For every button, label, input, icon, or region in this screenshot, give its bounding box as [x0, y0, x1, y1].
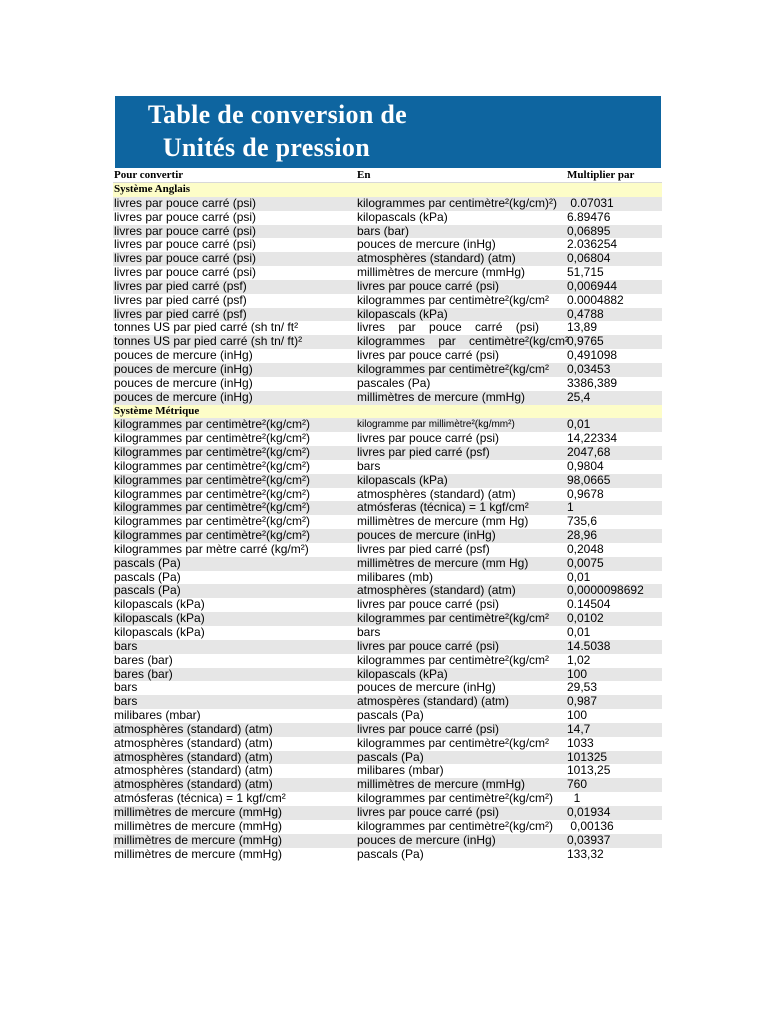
cell-from: millimètres de mercure (mmHg)	[114, 818, 283, 833]
cell-factor: 1033	[567, 735, 594, 750]
table-row	[113, 349, 662, 363]
table-row	[113, 820, 662, 834]
cell-to: kilopascals (kPa)	[357, 472, 448, 487]
table-row	[113, 446, 662, 460]
header-factor: Multiplier par	[567, 169, 635, 181]
table-row	[113, 557, 662, 571]
cell-factor: 0,01934	[567, 804, 611, 819]
cell-to: millimètres de mercure (mmHg)	[357, 389, 526, 404]
cell-factor: 0,0000098692	[567, 583, 644, 598]
table-row	[113, 723, 662, 737]
cell-to: kilogrammes par centimètre²(kg/cm²	[357, 292, 550, 307]
table-row	[113, 626, 662, 640]
cell-from: pascals (Pa)	[114, 583, 181, 598]
cell-to: livres par pouce carré (psi)	[357, 638, 500, 653]
table-row	[113, 225, 662, 239]
table-row	[113, 501, 662, 515]
table-row	[113, 488, 662, 502]
table-row	[113, 335, 662, 349]
cell-factor: 0.14504	[567, 597, 611, 612]
title-line-1: Table de conversion de	[147, 100, 407, 129]
cell-factor: 0,06895	[567, 223, 611, 238]
cell-to: kilogramme par millimètre²(kg/mm²)	[357, 419, 515, 431]
section-title: Système Métrique	[114, 404, 200, 417]
cell-factor: 1013,25	[567, 763, 611, 778]
cell-factor: 51,715	[567, 265, 604, 280]
cell-from: kilopascals (kPa)	[114, 611, 205, 626]
table-row	[113, 681, 662, 695]
cell-from: kilopascals (kPa)	[114, 625, 205, 639]
table-row	[113, 792, 662, 806]
cell-factor: 760	[567, 777, 588, 792]
table-row	[113, 418, 662, 432]
cell-to: livres par pouce carré (psi)	[357, 431, 500, 446]
cell-to: livres par pied carré (psf)	[357, 445, 490, 460]
cell-factor: 0.07031	[567, 195, 614, 210]
cell-from: bares (bar)	[114, 666, 173, 681]
table-row	[113, 197, 662, 211]
table-row	[113, 308, 662, 322]
cell-to: livres par pouce carré (psi)	[357, 721, 500, 736]
cell-from: pouces de mercure (inHg)	[114, 375, 253, 390]
cell-from: livres par pied carré (psf)	[114, 306, 247, 321]
cell-to: pouces de mercure (inHg)	[357, 680, 496, 695]
cell-factor: 29,53	[567, 680, 598, 695]
cell-from: bars	[114, 694, 138, 709]
cell-factor: 14.5038	[567, 638, 611, 653]
cell-factor: 0,03453	[567, 361, 611, 376]
cell-to: pascals (Pa)	[357, 846, 424, 861]
cell-from: tonnes US par pied carré (sh tn/ ft²	[114, 320, 299, 335]
cell-to: livres par pouce carré (psi)	[357, 278, 500, 293]
table-row	[113, 515, 662, 529]
cell-to: bars	[357, 458, 381, 473]
table-row	[113, 294, 662, 308]
cell-to: pascals (Pa)	[357, 749, 424, 764]
cell-from: kilogrammes par centimètre²(kg/cm²)	[114, 417, 311, 432]
cell-factor: 1	[567, 500, 574, 515]
cell-from: livres par pouce carré (psi)	[114, 209, 257, 224]
cell-from: millimètres de mercure (mmHg)	[114, 804, 283, 819]
cell-factor: 0,4788	[567, 306, 604, 321]
cell-to: kilogrammes par centimètre²(kg/cm²	[357, 652, 550, 667]
cell-factor: 2047,68	[567, 445, 611, 460]
cell-to: kilogrammes par centimètre²(kg/cm²)	[357, 791, 554, 806]
cell-to: kilogrammes par centimètre²(kg/cm²	[357, 361, 550, 376]
cell-from: pascals (Pa)	[114, 555, 181, 570]
cell-to: livres par pied carré (psf)	[357, 541, 490, 556]
cell-to: bars	[357, 625, 381, 639]
cell-from: kilogrammes par centimètre²(kg/cm²)	[114, 528, 311, 543]
cell-from: milibares (mbar)	[114, 708, 201, 723]
cell-factor: 0,2048	[567, 541, 604, 556]
cell-to: milibares (mb)	[357, 569, 434, 584]
cell-from: livres par pouce carré (psi)	[114, 251, 257, 266]
cell-from: livres par pouce carré (psi)	[114, 223, 257, 238]
cell-from: livres par pied carré (psf)	[114, 292, 247, 307]
cell-from: kilogrammes par mètre carré (kg/m²)	[114, 541, 309, 556]
cell-to: kilopascals (kPa)	[357, 306, 448, 321]
cell-from: atmosphères (standard) (atm)	[114, 735, 273, 750]
cell-from: kilogrammes par centimètre²(kg/cm²)	[114, 431, 311, 446]
cell-from: tonnes US par pied carré (sh tn/ ft)²	[114, 334, 303, 349]
cell-from: livres par pouce carré (psi)	[114, 237, 257, 252]
cell-factor: 100	[567, 708, 588, 723]
table-row	[113, 543, 662, 557]
cell-factor: 25,4	[567, 389, 591, 404]
cell-factor: 14,7	[567, 721, 591, 736]
cell-to: pouces de mercure (inHg)	[357, 237, 496, 252]
cell-from: livres par pied carré (psf)	[114, 278, 247, 293]
cell-from: millimètres de mercure (mmHg)	[114, 846, 283, 861]
cell-factor: 13,89	[567, 320, 598, 335]
table-row	[113, 612, 662, 626]
table-body	[113, 183, 662, 861]
cell-to: millimètres de mercure (mmHg)	[357, 265, 526, 280]
cell-from: atmosphères (standard) (atm)	[114, 749, 273, 764]
cell-to: livres par pouce carré (psi)	[357, 320, 540, 335]
cell-to: livres par pouce carré (psi)	[357, 348, 500, 363]
cell-to: kilopascals (kPa)	[357, 666, 448, 681]
cell-from: kilogrammes par centimètre²(kg/cm²)	[114, 500, 311, 515]
cell-factor: 133,32	[567, 846, 604, 861]
table-row	[113, 848, 662, 862]
cell-to: atmosphères (standard) (atm)	[357, 486, 516, 501]
table-row	[113, 529, 662, 543]
cell-factor: 101325	[567, 749, 608, 764]
table-row	[113, 654, 662, 668]
cell-to: kilogrammes par centimètre²(kg/cm)²)	[357, 195, 558, 210]
cell-factor: 6.89476	[567, 209, 611, 224]
table-row	[113, 668, 662, 682]
cell-to: atmosphères (standard) (atm)	[357, 583, 516, 598]
cell-factor: 735,6	[567, 514, 598, 529]
cell-to: millimètres de mercure (mm Hg)	[357, 514, 529, 529]
title-line-2: Unités de pression	[162, 133, 370, 162]
table-row	[113, 640, 662, 654]
table-row	[113, 280, 662, 294]
cell-from: kilogrammes par centimètre²(kg/cm²)	[114, 458, 311, 473]
cell-from: kilogrammes par centimètre²(kg/cm²)	[114, 486, 311, 501]
cell-to: kilogrammes par centimètre²(kg/cm²	[357, 611, 550, 626]
cell-to: kilogrammes par centimètre²(kg/cm²	[357, 735, 550, 750]
cell-from: atmósferas (técnica) = 1 kgf/cm²	[114, 791, 286, 806]
cell-to: kilopascals (kPa)	[357, 209, 448, 224]
cell-factor: 0,9804	[567, 458, 604, 473]
cell-to: bars (bar)	[357, 223, 410, 238]
cell-factor: 0,006944	[567, 278, 618, 293]
conversion-table	[113, 169, 662, 861]
header-from: Pour convertir	[114, 169, 184, 181]
cell-to: millimètres de mercure (mm Hg)	[357, 555, 529, 570]
cell-to: pouces de mercure (inHg)	[357, 528, 496, 543]
table-row	[113, 834, 662, 848]
cell-to: atmósferas (técnica) = 1 kgf/cm²	[357, 500, 529, 515]
cell-from: millimètres de mercure (mmHg)	[114, 832, 283, 847]
cell-factor: 100	[567, 666, 588, 681]
cell-to: millimètres de mercure (mmHg)	[357, 777, 526, 792]
table-row	[113, 751, 662, 765]
cell-factor: 0,06804	[567, 251, 611, 266]
table-header-row	[113, 169, 662, 183]
table-row	[113, 432, 662, 446]
section-title: Système Anglais	[114, 183, 191, 195]
cell-factor: 0,491098	[567, 348, 618, 363]
cell-factor: 0,9765	[567, 334, 604, 349]
table-row	[113, 764, 662, 778]
table-row	[113, 377, 662, 391]
section-header	[113, 405, 662, 419]
title-banner	[115, 96, 661, 168]
table-row	[113, 363, 662, 377]
cell-from: atmosphères (standard) (atm)	[114, 777, 273, 792]
cell-factor: 2.036254	[567, 237, 618, 252]
table-row	[113, 737, 662, 751]
table-row	[113, 778, 662, 792]
table-row	[113, 571, 662, 585]
table-row	[113, 266, 662, 280]
table-row	[113, 695, 662, 709]
cell-factor: 0.0004882	[567, 292, 624, 307]
cell-factor: 0,01	[567, 625, 591, 639]
table-row	[113, 391, 662, 405]
cell-from: pascals (Pa)	[114, 569, 181, 584]
section-header	[113, 183, 662, 197]
cell-to: kilogrammes par centimètre²(kg/cm²)	[357, 818, 554, 833]
cell-factor: 14,22334	[567, 431, 618, 446]
cell-to: pascales (Pa)	[357, 375, 431, 390]
table-row	[113, 709, 662, 723]
cell-from: pouces de mercure (inHg)	[114, 361, 253, 376]
cell-from: pouces de mercure (inHg)	[114, 348, 253, 363]
table-row	[113, 321, 662, 335]
cell-factor: 98,0665	[567, 472, 611, 487]
cell-to: pouces de mercure (inHg)	[357, 832, 496, 847]
cell-from: kilopascals (kPa)	[114, 597, 205, 612]
cell-to: livres par pouce carré (psi)	[357, 804, 500, 819]
table-row	[113, 460, 662, 474]
cell-from: atmosphères (standard) (atm)	[114, 763, 273, 778]
cell-from: bars	[114, 680, 138, 695]
cell-factor: 28,96	[567, 528, 598, 543]
cell-from: livres par pouce carré (psi)	[114, 265, 257, 280]
table-row	[113, 584, 662, 598]
cell-factor: 3386,389	[567, 375, 618, 390]
table-row	[113, 238, 662, 252]
cell-factor: 0,01	[567, 569, 591, 584]
cell-from: bares (bar)	[114, 652, 173, 667]
cell-factor: 0,00136	[567, 818, 614, 833]
cell-from: atmosphères (standard) (atm)	[114, 721, 273, 736]
table-row	[113, 806, 662, 820]
cell-factor: 0,0075	[567, 555, 604, 570]
cell-from: kilogrammes par centimètre²(kg/cm²)	[114, 445, 311, 460]
table-row	[113, 598, 662, 612]
cell-factor: 0,987	[567, 694, 598, 709]
cell-to: kilogrammes par centimètre²(kg/cm²	[357, 334, 570, 349]
cell-from: kilogrammes par centimètre²(kg/cm²)	[114, 514, 311, 529]
cell-to: livres par pouce carré (psi)	[357, 597, 500, 612]
cell-factor: 1,02	[567, 652, 591, 667]
table-row	[113, 474, 662, 488]
cell-factor: 0,03937	[567, 832, 611, 847]
cell-factor: 1	[567, 791, 581, 806]
header-to: En	[357, 169, 371, 181]
table-row	[113, 211, 662, 225]
cell-factor: 0,0102	[567, 611, 604, 626]
cell-from: bars	[114, 638, 138, 653]
cell-factor: 0,9678	[567, 486, 604, 501]
cell-from: kilogrammes par centimètre²(kg/cm²)	[114, 472, 311, 487]
table-row	[113, 252, 662, 266]
cell-to: atmospères (standard) (atm)	[357, 694, 510, 709]
cell-to: pascals (Pa)	[357, 708, 424, 723]
cell-to: milibares (mbar)	[357, 763, 444, 778]
cell-from: livres par pouce carré (psi)	[114, 195, 257, 210]
cell-to: atmosphères (standard) (atm)	[357, 251, 516, 266]
cell-factor: 0,01	[567, 417, 591, 432]
cell-from: pouces de mercure (inHg)	[114, 389, 253, 404]
